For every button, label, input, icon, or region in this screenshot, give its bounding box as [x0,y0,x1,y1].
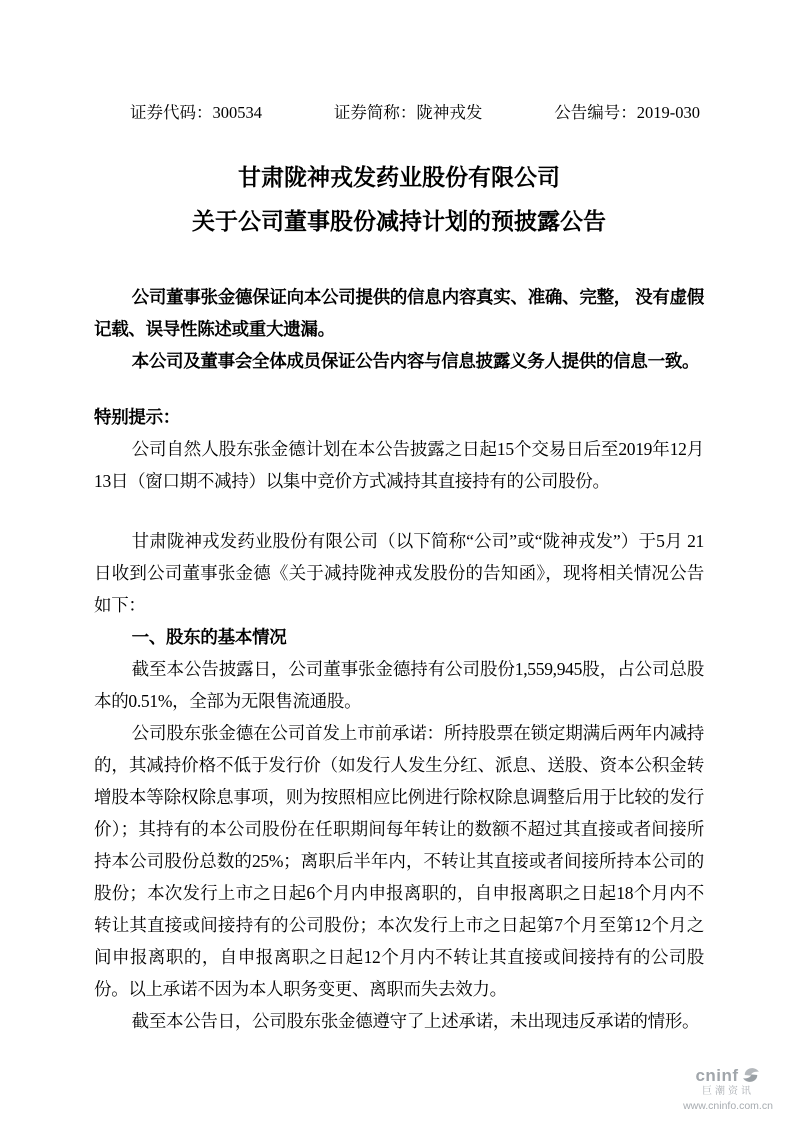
special-notice-body: 公司自然人股东张金德计划在本公告披露之日起15个交易日后至2019年12月13日（窗口期不减持）以集中竞价方式减持其直接持有的公司股份。 [94,438,704,491]
announcement-title: 关于公司董事股份减持计划的预披露公告 [192,208,606,234]
cninfo-url: www.cninfo.com.cn [683,1099,773,1112]
cninfo-watermark [669,1065,787,1112]
stock-code: 证券代码：300534 [130,103,262,122]
cninfo-globe-icon [741,1065,761,1085]
section-1-paragraph-1: 截至本公告披露日，公司董事张金德持有公司股份1,559,945股，占公司总股本的0.51%，全部为无限售流通股。 [94,658,704,711]
document-content [94,0,704,1037]
special-notice-heading: 特别提示： [94,406,180,427]
section-1-heading: 一、股东的基本情况 [131,626,287,647]
cninfo-brand-text: cninf [695,1065,739,1085]
section-1-paragraph-3: 截至本公告日，公司股东张金德遵守了上述承诺，未出现违反承诺的情形。 [131,1010,700,1031]
section-1-paragraph-2: 公司股东张金德在公司首发上市前承诺：所持股票在锁定期满后两年内减持的，其减持价格不低于发行价（如发行人发生分红、派息、送股、资本公积金转增股本等除权除息事项，则为按照相应比例进行除权除息调整后用于比较的发行价）；其持有的本公司股份在任职期间每年转让的数额不超过其直接或者间接所持本公司股份总数的25%；离职后半年内，不转让其直接或者间接所持本公司的股份；本次发行上市之日起6个月内申报离职的，自申报离职之日起18个月内不转让其直接或间接持有的公司股份；本次发行上市之日起第7个月至第12个月之间申报离职的，自申报离职之日起12个月内不转让其直接或间接持有的公司股份。以上承诺不因为本人职务变更、离职而失去效力。 [94,722,704,999]
announcement-number: 公告编号：2019-030 [554,103,700,122]
stock-short-name: 证券简称：陇神戎发 [333,103,483,122]
company-name-title: 甘肃陇神戎发药业股份有限公司 [238,164,560,190]
declaration-paragraph-1: 公司董事张金德保证向本公司提供的信息内容真实、准确、完整， 没有虚假记载、误导性陈述或重大遗漏。 [94,286,704,339]
cninfo-brand-row [669,1065,787,1085]
intro-paragraph: 甘肃陇神戎发药业股份有限公司（以下简称“公司”或“陇神戎发”）于5月 21 日收到公司董事张金德《关于减持陇神戎发股份的告知函》，现将相关情况公告如下： [94,530,704,615]
document-header [94,0,704,123]
declaration-paragraph-2: 本公司及董事会全体成员保证公告内容与信息披露义务人提供的信息一致。 [131,350,700,371]
cninfo-brand-chinese: 巨潮资讯 [702,1086,754,1098]
